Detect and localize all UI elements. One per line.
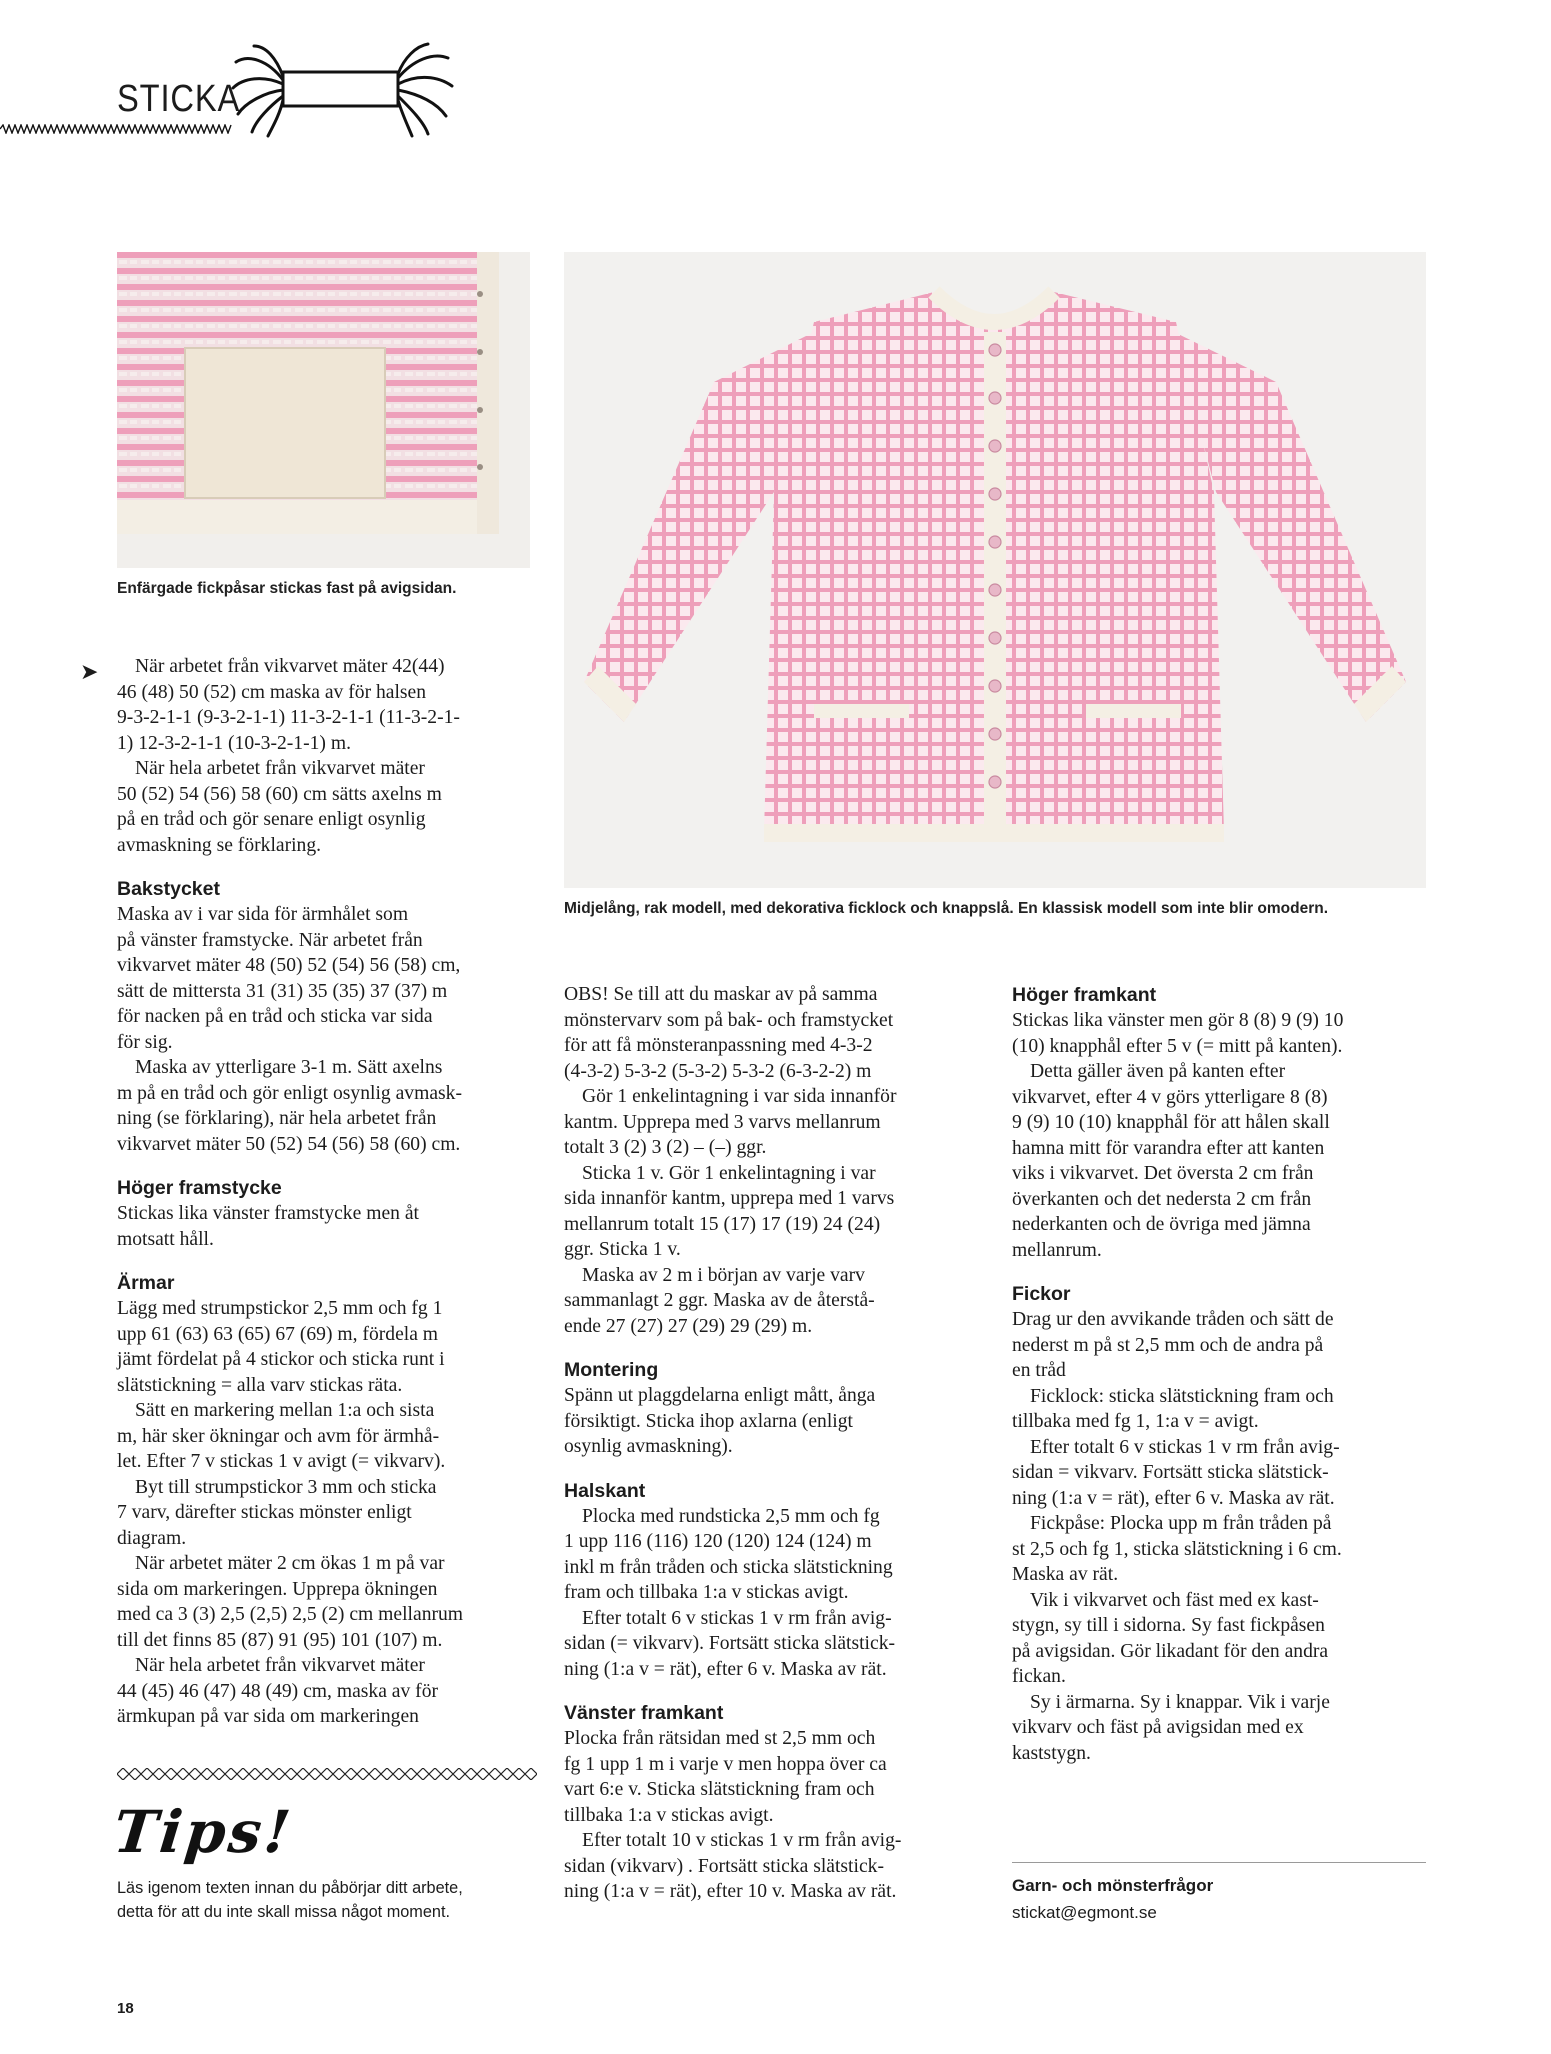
paragraph: Maska av 2 m i början av varje varv sammanlagt 2 ggr. Maska av de återstå- ende 27 (27) 27 (29) 29 (29) m. — [564, 1264, 875, 1337]
section-heading: Montering — [564, 1359, 659, 1381]
paragraph: När hela arbetet från vikvarvet mäter 50 (52) 54 (56) 58 (60) cm sätts axelns m på en tråd och gör senare enligt osynlig avmaskning se förklaring. — [117, 758, 442, 856]
section-heading: Höger framstycke — [117, 1177, 282, 1199]
section-label: STICKA — [117, 78, 241, 120]
section-neck-shaping — [117, 654, 537, 858]
paragraph: Stickas lika vänster men gör 8 (8) 9 (9) 10 (10) knapphål efter 5 v (= mitt på kanten). — [1012, 1010, 1344, 1057]
diamond-divider — [117, 1768, 537, 1780]
section-armar — [117, 1270, 537, 1730]
section-fickor — [1012, 1281, 1432, 1766]
yarn-skein-icon — [228, 40, 458, 140]
contact-heading: Garn- och mönsterfrågor — [1012, 1876, 1214, 1895]
pocket-photo-caption: Enfärgade fickpåsar stickas fast på avigsidan. — [117, 580, 457, 597]
paragraph: När arbetet mäter 2 cm ökas 1 m på var sida om markeringen. Upprepa ökningen med ca 3 (3) 2,5 (2,5) 2,5 (2) cm mellanrum till det finns 85 (87) 91 (95) 101 (107) m. — [117, 1553, 464, 1651]
text-column-3 — [1012, 982, 1432, 1766]
tips-text: Läs igenom texten innan du påbörjar ditt arbete, detta för att du inte skall missa något moment. — [117, 1879, 463, 1921]
contact-divider — [1012, 1862, 1426, 1863]
text-column-2 — [564, 982, 984, 1905]
paragraph: Byt till strumpstickor 3 mm och sticka 7 varv, därefter stickas mönster enligt diagram. — [117, 1476, 437, 1549]
paragraph: Gör 1 enkelintagning i var sida innanför kantm. Upprepa med 3 varvs mellanrum totalt 3 (2) 3 (2) – (–) ggr. — [564, 1086, 897, 1158]
pocket-detail-photo — [117, 252, 530, 568]
paragraph: Sticka 1 v. Gör 1 enkelintagning i var sida innanför kantm, upprepa med 1 varvs mellanrum totalt 15 (17) 17 (19) 24 (24) ggr. Sticka 1 v. — [564, 1162, 895, 1260]
paragraph: Drag ur den avvikande tråden och sätt de nederst m på st 2,5 mm och de andra på en tråd — [1012, 1309, 1334, 1381]
tips-title: Tips! — [110, 1798, 297, 1866]
paragraph: Maska av i var sida för ärmhålet som på vänster framstycke. När arbetet från vikvarvet mäter 48 (50) 52 (54) 56 (58) cm, sätt de mittersta 31 (31) 35 (35) 37 (37) m för nacken på en tråd och sticka var sida för sig. — [117, 904, 461, 1053]
text-column-1 — [117, 654, 537, 1730]
paragraph: Sy i ärmarna. Sy i knappar. Vik i varje vikvarv och fäst på avigsidan med ex kaststygn. — [1012, 1691, 1330, 1764]
section-vanster-framkant — [564, 1700, 984, 1905]
paragraph: Spänn ut plaggdelarna enligt mått, ånga försiktigt. Sticka ihop axlarna (enligt osynlig avmaskning). — [564, 1385, 876, 1457]
paragraph: Plocka från rätsidan med st 2,5 mm och fg 1 upp 1 m i varje v men hoppa över ca vart 6:e v. Sticka slätstickning fram och tillbaka 1:a v stickas avigt. — [564, 1728, 887, 1826]
paragraph: Ficklock: sticka slätstickning fram och tillbaka med fg 1, 1:a v = avigt. — [1012, 1385, 1334, 1432]
paragraph: Efter totalt 10 v stickas 1 v rm från avig- sidan (vikvarv) . Fortsätt sticka slätstick- ning (1:a v = rät), efter 10 v. Maska av rät. — [564, 1830, 902, 1902]
cardigan-photo — [564, 252, 1426, 888]
section-heading: Halskant — [564, 1479, 646, 1502]
section-bakstycket — [117, 876, 537, 1157]
section-heading: Vänster framkant — [564, 1702, 724, 1724]
continue-arrow-icon: ➤ — [80, 660, 99, 685]
paragraph: Sätt en markering mellan 1:a och sista m, här sker ökningar och avm för ärmhå- let. Efter 7 v stickas 1 v avigt (= vikvarv). — [117, 1400, 446, 1472]
section-sleeve-cap — [564, 982, 984, 1339]
paragraph: Vik i vikvarvet och fäst med ex kast- stygn, sy till i sidorna. Sy fast fickpåsen på avigsidan. Gör likadant för den andra fickan. — [1012, 1589, 1329, 1687]
paragraph: OBS! Se till att du maskar av på samma mönstervarv som på bak- och framstycket för att få mönsteranpassning med 4-3-2 (4-3-2) 5-3-2 (5-3-2) 5-3-2 (6-3-2-2) m — [564, 984, 894, 1082]
section-heading: Höger framkant — [1012, 984, 1157, 1006]
contact-email-link[interactable]: stickat@egmont.se — [1012, 1903, 1157, 1922]
section-montering — [564, 1357, 984, 1460]
paragraph: Lägg med strumpstickor 2,5 mm och fg 1 upp 61 (63) 63 (65) 67 (69) m, fördela m jämt fördelat på 4 stickor och sticka runt i slätstickning = alla varv stickas räta. — [117, 1298, 445, 1396]
paragraph: Maska av ytterligare 3-1 m. Sätt axelns m på en tråd och gör enligt osynlig avmask- ning (se förklaring), när hela arbetet från vikvarvet mäter 50 (52) 54 (56) 58 (60) cm. — [117, 1057, 462, 1155]
paragraph: Stickas lika vänster framstycke men åt motsatt håll. — [117, 1203, 419, 1250]
paragraph: När arbetet från vikvarvet mäter 42(44) 46 (48) 50 (52) cm maska av för halsen 9-3-2-1-1 (9-3-2-1-1) 11-3-2-1-1 (11-3-2-1- 1) 12-3-2-1-1 (10-3-2-1-1) m. — [117, 656, 460, 754]
paragraph: Efter totalt 6 v stickas 1 v rm från avig- sidan = vikvarv. Fortsätt sticka slätstick- ning (1:a v = rät), efter 6 v. Maska av rät. — [1012, 1436, 1340, 1509]
paragraph: Efter totalt 6 v stickas 1 v rm från avig- sidan (= vikvarv). Fortsätt sticka slätstick- ning (1:a v = rät), efter 6 v. Maska av rät. — [564, 1607, 896, 1680]
section-heading: Fickor — [1012, 1283, 1071, 1305]
page-number: 18 — [117, 2000, 134, 2017]
paragraph: Detta gäller även på kanten efter vikvarvet, efter 4 v görs ytterligare 8 (8) 9 (9) 10 (10) knapphål för att hålen skall hamna mitt för varandra efter att kanten viks i vikvarvet. Det översta 2 cm från överkanten och det nedersta 2 cm från nederkanten och de övriga med jämna mellanrum. — [1012, 1061, 1330, 1261]
section-hoger-framstycke — [117, 1175, 537, 1252]
section-hoger-framkant — [1012, 982, 1432, 1263]
section-heading: Bakstycket — [117, 878, 220, 900]
paragraph: Fickpåse: Plocka upp m från tråden på st 2,5 och fg 1, sticka slätstickning i 6 cm. Maska av rät. — [1012, 1513, 1342, 1585]
paragraph: När hela arbetet från vikvarvet mäter 44 (45) 46 (47) 48 (49) cm, maska av för ärmkupan på var sida om markeringen — [117, 1655, 439, 1727]
cardigan-photo-caption: Midjelång, rak modell, med dekorativa ficklock och knappslå. En klassisk modell som inte blir omodern. — [564, 900, 1329, 917]
header-zigzag-rule — [0, 124, 232, 134]
paragraph: Plocka med rundsticka 2,5 mm och fg 1 upp 116 (116) 120 (120) 124 (124) m inkl m från tråden och sticka slätstickning fram och tillbaka 1:a v stickas avigt. — [564, 1505, 893, 1603]
section-heading: Ärmar — [117, 1272, 175, 1294]
section-halskant — [564, 1478, 984, 1683]
